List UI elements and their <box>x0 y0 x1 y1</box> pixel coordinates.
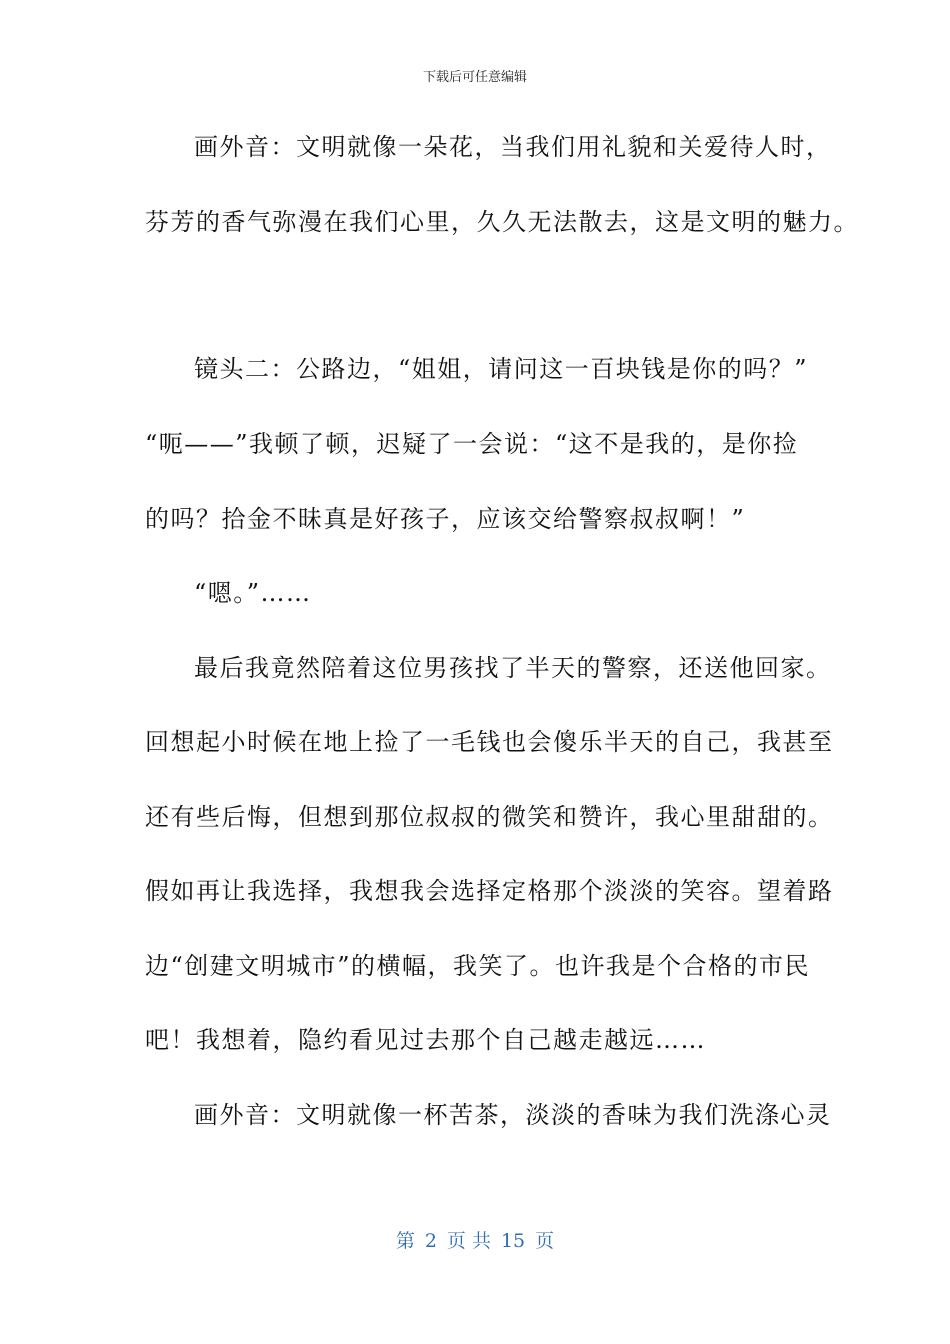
paragraph-line: 吧！我想着，隐约看见过去那个自己越走越远…… <box>145 1026 706 1054</box>
footer-middle: 页 共 <box>446 1230 491 1252</box>
paragraph-line: “嗯。”…… <box>194 579 312 607</box>
footer-total-pages: 15 <box>500 1230 526 1252</box>
paragraph-line: 镜头二：公路边，“姐姐，请问这一百块钱是你的吗？” <box>194 355 809 383</box>
footer-prefix: 第 <box>395 1230 415 1252</box>
paragraph-line: 芬芳的香气弥漫在我们心里，久久无法散去，这是文明的魅力。 <box>145 208 859 236</box>
paragraph-line: 画外音：文明就像一杯苦茶，淡淡的香味为我们洗涤心灵 <box>194 1101 832 1129</box>
page-header: 下载后可任意编辑 <box>422 70 527 85</box>
page-footer <box>0 1226 950 1253</box>
paragraph-line: 回想起小时候在地上捡了一毛钱也会傻乐半天的自己，我甚至 <box>145 728 834 756</box>
paragraph-line: 边“创建文明城市”的横幅，我笑了。也许我是个合格的市民 <box>145 952 811 980</box>
paragraph-line: 还有些后悔，但想到那位叔叔的微笑和赞许，我心里甜甜的。 <box>145 803 834 831</box>
paragraph-line: 画外音：文明就像一朵花，当我们用礼貌和关爱待人时， <box>194 133 832 161</box>
paragraph-line: 最后我竟然陪着这位男孩找了半天的警察，还送他回家。 <box>194 654 832 682</box>
footer-suffix: 页 <box>535 1230 555 1252</box>
footer-page-number: 2 <box>424 1230 437 1252</box>
paragraph-line: 的吗？拾金不昧真是好孩子，应该交给警察叔叔啊！” <box>145 505 746 533</box>
paragraph-line: “呃——”我顿了顿，迟疑了一会说：“这不是我的，是你捡 <box>145 430 799 458</box>
paragraph-line: 假如再让我选择，我想我会选择定格那个淡淡的笑容。望着路 <box>145 877 834 905</box>
